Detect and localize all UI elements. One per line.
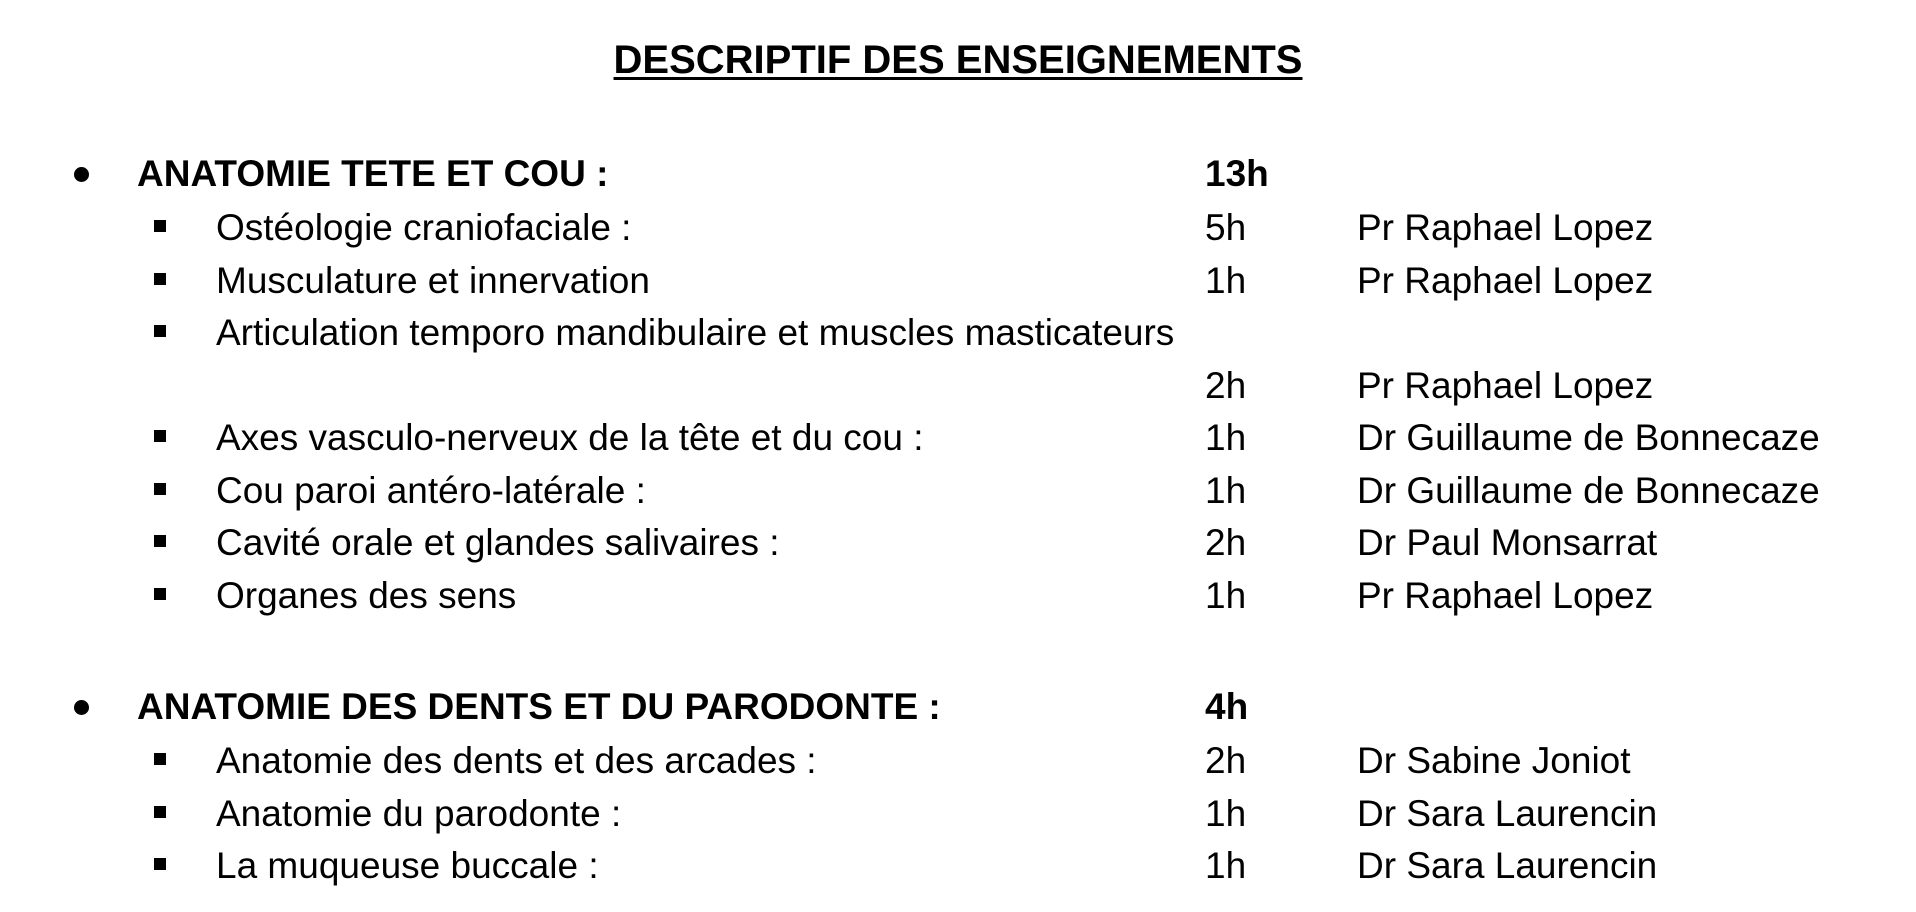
list-item <box>0 840 1916 893</box>
section-anatomie-tete-et-cou <box>0 145 1916 622</box>
section-header <box>0 678 1916 735</box>
item-label: La muqueuse buccale : <box>216 845 599 886</box>
item-teacher: Pr Raphael Lopez <box>1357 574 1654 616</box>
bullet-square-icon <box>154 858 166 870</box>
item-hours: 5h <box>1205 207 1247 248</box>
item-hours: 1h <box>1205 259 1247 301</box>
list-item <box>0 517 1916 570</box>
bullet-square-icon <box>154 325 166 337</box>
item-label: Articulation temporo mandibulaire et muscles masticateurs <box>216 312 1175 353</box>
item-label: Cou paroi antéro-latérale : <box>216 469 646 511</box>
item-hours: 2h <box>1205 364 1247 406</box>
item-label: Anatomie des dents et des arcades : <box>216 740 817 781</box>
list-item <box>0 307 1916 360</box>
section-hours: 13h <box>1205 153 1269 194</box>
item-teacher: Dr Paul Monsarrat <box>1357 522 1658 563</box>
list-item <box>0 465 1916 518</box>
section-hours: 4h <box>1205 686 1249 727</box>
list-item <box>0 735 1916 788</box>
item-teacher: Dr Sabine Joniot <box>1357 740 1631 781</box>
bullet-square-icon <box>154 753 166 765</box>
item-teacher: Dr Guillaume de Bonnecaze <box>1357 469 1820 511</box>
list-item <box>0 570 1916 623</box>
list-item <box>0 412 1916 465</box>
bullet-dot-icon <box>74 167 89 182</box>
item-teacher: Pr Raphael Lopez <box>1357 364 1654 406</box>
item-label: Anatomie du parodonte : <box>216 792 622 834</box>
item-hours: 1h <box>1205 417 1247 458</box>
item-teacher: Dr Guillaume de Bonnecaze <box>1357 417 1820 458</box>
section-anatomie-dents-parodonte <box>0 678 1916 893</box>
item-label: Musculature et innervation <box>216 259 650 301</box>
item-teacher: Pr Raphael Lopez <box>1357 207 1654 248</box>
section-label: ANATOMIE TETE ET COU : <box>137 153 609 194</box>
item-label: Axes vasculo-nerveux de la tête et du cou : <box>216 417 924 458</box>
item-label: Cavité orale et glandes salivaires : <box>216 522 780 563</box>
list-item <box>0 255 1916 308</box>
section-header <box>0 145 1916 202</box>
bullet-square-icon <box>154 588 166 600</box>
bullet-square-icon <box>154 483 166 495</box>
section-label: ANATOMIE DES DENTS ET DU PARODONTE : <box>137 686 941 727</box>
bullet-square-icon <box>154 430 166 442</box>
item-hours: 1h <box>1205 574 1247 616</box>
item-hours: 1h <box>1205 792 1247 834</box>
bullet-square-icon <box>154 806 166 818</box>
item-hours: 1h <box>1205 469 1247 511</box>
item-teacher: Dr Sara Laurencin <box>1357 792 1658 834</box>
item-label: Organes des sens <box>216 574 517 616</box>
item-label: Ostéologie craniofaciale : <box>216 207 632 248</box>
list-item <box>0 788 1916 841</box>
bullet-square-icon <box>154 535 166 547</box>
bullet-square-icon <box>154 273 166 285</box>
item-teacher: Pr Raphael Lopez <box>1357 259 1654 301</box>
item-hours: 2h <box>1205 522 1247 563</box>
item-teacher: Dr Sara Laurencin <box>1357 845 1658 886</box>
bullet-dot-icon <box>74 700 89 715</box>
list-item-continuation <box>0 360 1916 413</box>
bullet-square-icon <box>154 220 166 232</box>
list-item <box>0 202 1916 255</box>
item-hours: 1h <box>1205 845 1247 886</box>
item-hours: 2h <box>1205 740 1247 781</box>
page-title: DESCRIPTIF DES ENSEIGNEMENTS <box>613 38 1303 82</box>
